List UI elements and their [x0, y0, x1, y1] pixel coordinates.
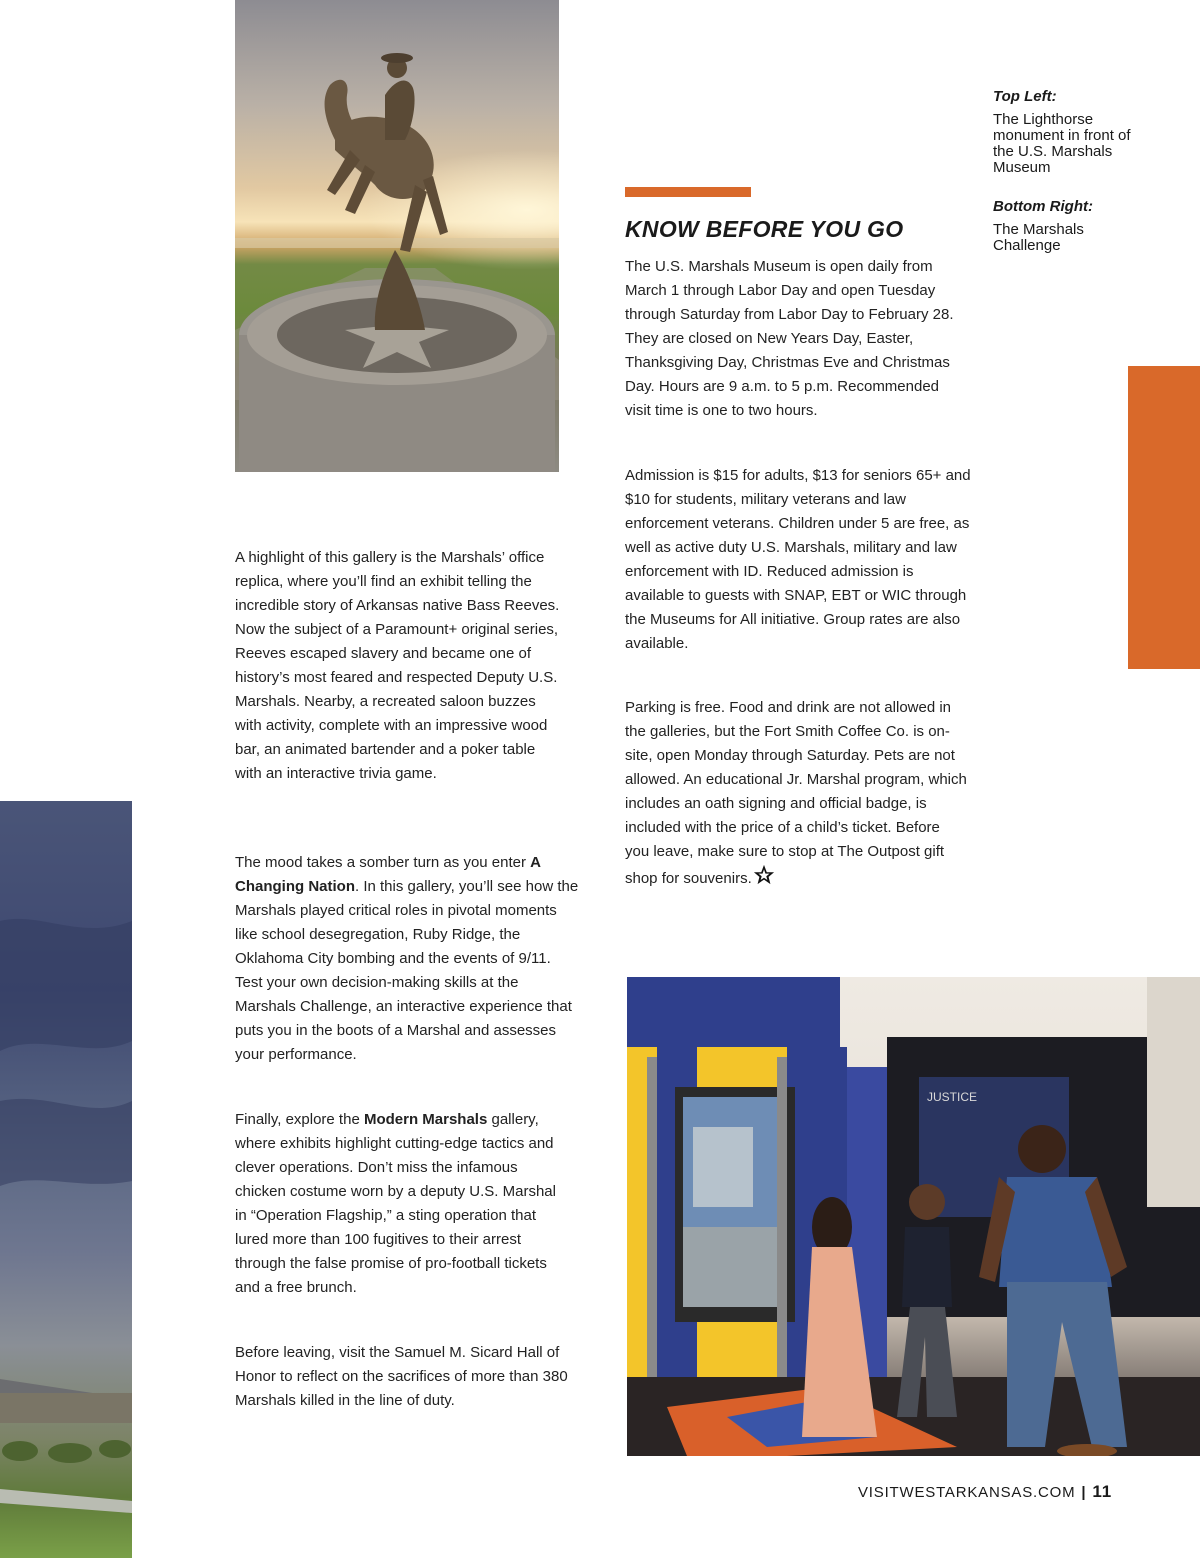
caption-bottom-right-text: The Marshals Challenge [993, 221, 1084, 254]
page-edge-tab [1128, 366, 1200, 669]
p2-text-after: . In this gallery, you’ll see how the Marshals played critical roles in pivotal moments like school desegregation, Ruby Ridge, the Oklahoma City bombing and the events of 9/11. Test your own decision-making skills at the Marshals Challenge, an interactive experience that puts you in the boots of a Marshal and assesses your performance. [235, 878, 579, 1063]
section-accent-rule [625, 187, 751, 197]
star-icon [753, 864, 775, 886]
article-paragraph-4: Before leaving, visit the Samuel M. Sicard Hall of Honor to reflect on the sacrifices of more than 380 Marshals killed in the line of duty. [235, 1344, 568, 1409]
footer-separator: | [1081, 1484, 1087, 1501]
admission-paragraph: Admission is $15 for adults, $13 for seniors 65+ and $10 for students, military veterans and law enforcement veterans. Children under 5 are free, as well as active duty U.S. Marshals, military and law enforcement with ID. Reduced admission is available to guests with SNAP, EBT or WIC through the Museums for All initiative. Group rates are also available. [625, 467, 971, 652]
p3-text-after: gallery, where exhibits highlight cutting-edge tactics and clever operations. Don’t miss the infamous chicken costume worn by a deputy U.S. Marshal in “Operation Flagship,” a sting operation that lured more than 100 fugitives to their arrest through the false promise of pro-football tickets and a free brunch. [235, 1111, 556, 1296]
caption-top-left-title: Top Left: [993, 88, 1057, 105]
p3-text-before: Finally, explore the [235, 1111, 364, 1128]
article-paragraph-1: A highlight of this gallery is the Marshals’ office replica, where you’ll find an exhibit telling the incredible story of Arkansas native Bass Reeves. Now the subject of a Paramount+ original series, Reeves escaped slavery and became one of history’s most feared and respected Deputy U.S. Marshals. Nearby, a recreated saloon buzzes with activity, complete with an impressive wood bar, an animated bartender and a poker table with an interactive trivia game. [235, 549, 560, 782]
parking-text: Parking is free. Food and drink are not allowed in the galleries, but the Fort Smith Coffee Co. is on-site, open Monday through Saturday. Pets are not allowed. An educational Jr. Marshal program, which includes an oath signing and official badge, is included with the price of a child’s ticket. Before you leave, make sure to stop at The Outpost gift shop for souvenirs. [625, 699, 967, 887]
marshals-challenge-illustration [627, 977, 1200, 1456]
museum-exterior-illustration [0, 801, 132, 1558]
article-paragraph-2 [235, 851, 581, 1067]
page-number: 11 [1092, 1482, 1112, 1501]
article-paragraph-3 [235, 1108, 569, 1300]
museum-exterior-storm-photo [0, 801, 132, 1558]
gallery-name-modern-marshals: Modern Marshals [363, 1111, 488, 1128]
know-before-heading: KNOW BEFORE YOU GO [625, 216, 904, 242]
footer-website: VISITWESTARKANSAS.COM [858, 1484, 1076, 1501]
marshals-challenge-photo [627, 977, 1200, 1456]
gallery-name-changing-nation: A Changing Nation [235, 854, 541, 895]
p2-text-before: The mood takes a somber turn as you enter [235, 854, 531, 871]
lighthorse-monument-photo [235, 0, 559, 472]
parking-paragraph [625, 696, 967, 891]
page-footer [858, 1482, 1112, 1502]
lighthorse-monument-illustration [235, 0, 559, 472]
hours-paragraph: The U.S. Marshals Museum is open daily from March 1 through Labor Day and open Tuesday through Saturday from Labor Day to February 28. They are closed on New Years Day, Easter, Thanksgiving Day, Christmas Eve and Christmas Day. Hours are 9 a.m. to 5 p.m. Recommended visit time is one to two hours. [625, 258, 954, 419]
caption-bottom-right-title: Bottom Right: [993, 198, 1093, 215]
exhibit-screen-text: JUSTICE [927, 1090, 978, 1104]
caption-top-left-text: The Lighthorse monument in front of the U.S. Marshals Museum [993, 111, 1131, 176]
